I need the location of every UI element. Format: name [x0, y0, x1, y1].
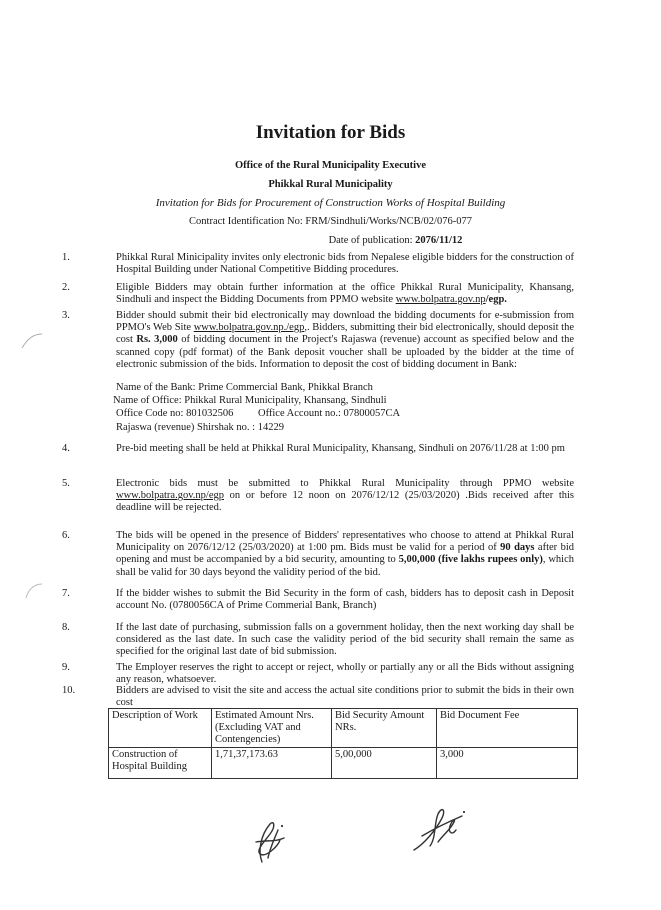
item-number: 4. — [62, 443, 70, 454]
table-header-row — [109, 709, 578, 748]
table-header-cell: Bid Document Fee — [437, 709, 578, 748]
publication-line — [130, 235, 661, 246]
item-number: 1. — [62, 252, 70, 263]
table-cell: 1,71,37,173.63 — [212, 748, 332, 779]
municipality-heading: Phikkal Rural Municipality — [268, 179, 393, 190]
item-7-text: If the bidder wishes to submit the Bid Security in the form of cash, bidders has to deposit cash in Deposit account No. (0780056CA of Prime Commerial Bank, Branch) — [116, 588, 574, 612]
item-5-text: Electronic bids must be submitted to Phikkal Rural Municipality through PPMO website www.bolpatra.gov.np/egp on or before 12 noon on 2076/12/12 (25/03/2020) .Bids received after this deadline will be rejected. — [116, 478, 574, 514]
item-number: 6. — [62, 530, 70, 541]
item-number: 2. — [62, 282, 70, 293]
item-6-text: The bids will be opened in the presence of Bidders' representatives who choose to attend at Phikkal Rural Municipality on 2076/12/12 (25/03/2020) at 1:00 pm. Bids must be valid for a period of 90 days after bid opening and must be accompanied by a bid security, amounting to 5,00,000 (five lakhs rupees only), which shall be valid for 30 days beyond the validity period of the bid. — [116, 530, 574, 578]
item-9-text: The Employer reserves the right to accept or reject, wholly or partially any or all the Bids without assigning any reason, whatsoever. — [116, 662, 574, 686]
item-10-text: Bidders are advised to visit the site and access the actual site conditions prior to submit the bids in their own cost — [116, 685, 574, 709]
bid-table — [108, 708, 578, 779]
table-header-cell: Estimated Amount Nrs. (Excluding VAT and Contengencies) — [212, 709, 332, 748]
item-2-text: Eligible Bidders may obtain further information at the office Phikkal Rural Municipality, Khansang, Sindhuli and inspect the Bidding Documents from PPMO website www.bolpatra.gov.np/egp. — [116, 282, 574, 306]
table-cell: 5,00,000 — [332, 748, 437, 779]
scan-mark-icon — [20, 330, 44, 352]
table-cell: 3,000 — [437, 748, 578, 779]
website-link[interactable]: www.bolpatra.gov.np./egp — [193, 322, 305, 334]
publication-label: Date of publication: — [328, 235, 413, 246]
item-number: 8. — [62, 622, 70, 633]
item-number: 7. — [62, 588, 70, 599]
scan-mark-icon — [24, 580, 44, 602]
contract-id: Contract Identification No: FRM/Sindhuli/Works/NCB/02/076-077 — [189, 216, 472, 227]
item-3-text: Bidder should submit their bid electronically may download the bidding documents for e-submission from PPMO's Web Site www.bolpatra.gov.np./egp,. Bidders, submitting their bid electronically, should deposit the cost Rs. 3,000 of bidding document in the Project's Rajaswa (revenue) account as specified below and the scanned copy (pdf format) of the Bank deposit voucher shall be uploaded by the bidder at the time of electronic submission of the bids. Information to deposit the cost of bidding document in Bank: — [116, 310, 575, 370]
bank-office-account: Office Account no.: 07800057CA — [258, 408, 401, 419]
table-row — [109, 748, 578, 779]
item-number: 9. — [62, 662, 70, 673]
subtitle: Invitation for Bids for Procurement of Construction Works of Hospital Building — [155, 197, 506, 209]
table-cell: Construction of Hospital Building — [109, 748, 212, 779]
publication-date: 2076/11/12 — [415, 235, 463, 246]
item-8-text: If the last date of purchasing, submission falls on a government holiday, then the next working day shall be considered as the last date. In such case the validity period of the bid security shall remain the same as specified for the original last date of bid submission. — [116, 622, 574, 658]
website-link[interactable]: www.bolpatra.gov.np — [395, 294, 486, 306]
item-4-text: Pre-bid meeting shall be held at Phikkal Rural Municipality, Khansang, Sindhuli on 2076/11/28 at 1:00 pm — [116, 443, 565, 454]
bank-office-code: Office Code no: 801032506 — [116, 408, 234, 419]
item-number: 10. — [62, 685, 76, 696]
item-number: 3. — [62, 310, 70, 321]
bank-office: Name of Office: Phikkal Rural Municipality, Khansang, Sindhuli — [113, 395, 387, 406]
bank-rajaswa: Rajaswa (revenue) Shirshak no. : 14229 — [116, 422, 284, 433]
item-number: 5. — [62, 478, 70, 489]
website-link[interactable]: www.bolpatra.gov.np/egp — [116, 490, 224, 502]
signature-right-icon — [408, 800, 470, 856]
bank-name: Name of the Bank: Prime Commercial Bank, Phikkal Branch — [116, 382, 373, 393]
table-header-cell: Bid Security Amount NRs. — [332, 709, 437, 748]
office-heading: Office of the Rural Municipality Executive — [234, 160, 426, 171]
signature-left-icon — [248, 812, 288, 868]
item-1-text: Phikkal Rural Minicipality invites only electronic bids from Nepalese eligible bidders for the construction of Hospital Building under National Competitive Bidding procedures. — [116, 252, 574, 276]
table-header-cell: Description of Work — [109, 709, 212, 748]
document-title: Invitation for Bids — [255, 122, 406, 143]
